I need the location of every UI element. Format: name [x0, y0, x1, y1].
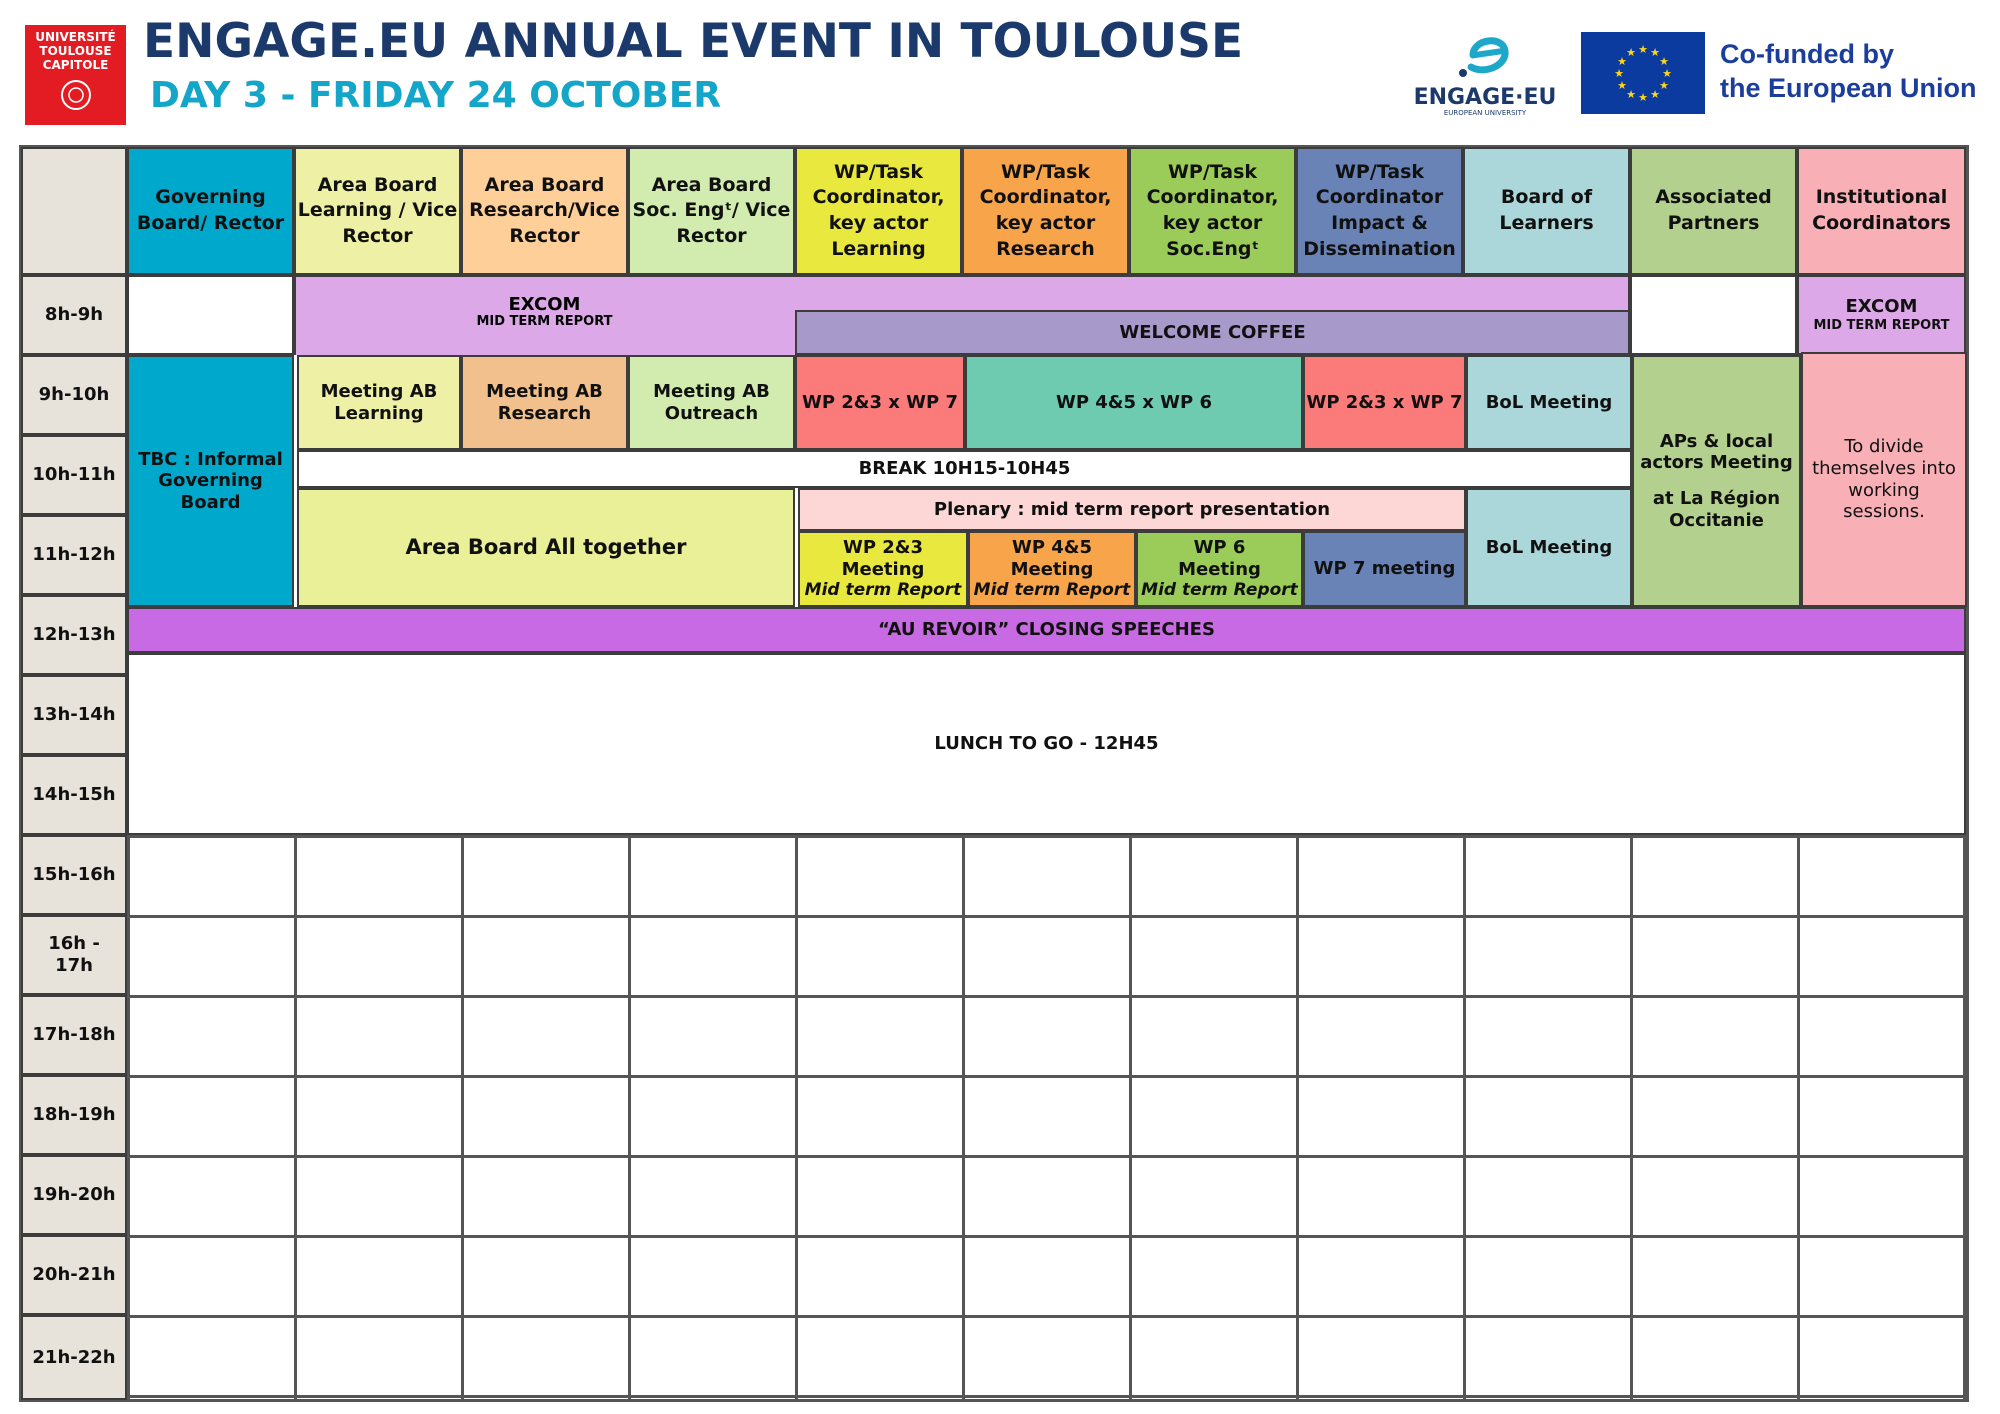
time-label: 19h-20h: [21, 1155, 127, 1235]
engage-logo-subtext: EUROPEAN UNIVERSITY: [1443, 109, 1527, 117]
svg-text:★: ★: [1617, 79, 1627, 92]
col-header-governing-board: Governing Board/ Rector: [127, 147, 294, 275]
excom-title: EXCOM: [508, 294, 581, 315]
svg-text:★: ★: [1650, 46, 1660, 59]
svg-text:★: ★: [1626, 46, 1636, 59]
svg-text:★: ★: [1662, 67, 1672, 80]
wp7-meeting: WP 7 meeting: [1303, 531, 1466, 607]
wp23-wp7-meeting-b: WP 2&3 x WP 7: [1303, 355, 1466, 450]
svg-text:★: ★: [1659, 55, 1669, 68]
logo-ut-line: UNIVERSITÉ: [35, 30, 116, 44]
closing-speeches: “AU REVOIR” CLOSING SPEECHES: [127, 607, 1966, 653]
time-label: 16h - 17h: [21, 915, 127, 995]
aps-local-actors-meeting: [1632, 355, 1801, 607]
svg-text:★: ★: [1650, 88, 1660, 101]
excom-subtitle: MID TERM REPORT: [476, 313, 613, 329]
time-label: 21h-22h: [21, 1315, 127, 1400]
aps-meeting-location: at La Région Occitanie: [1652, 488, 1781, 531]
university-toulouse-capitole-logo: [25, 25, 126, 125]
wp23-meeting-sub: Mid term Report: [804, 580, 962, 601]
wp45-meeting-title: WP 4&5 Meeting: [1010, 537, 1094, 580]
svg-text:★: ★: [1617, 55, 1627, 68]
wp23-wp7-meeting-a: WP 2&3 x WP 7: [795, 355, 965, 450]
col-header-wp-learning: WP/Task Coordinator, key actor Learning: [795, 147, 962, 275]
page-title: ENGAGE.EU ANNUAL EVENT IN TOULOUSE: [143, 14, 1244, 69]
col-header-area-board-learning: Area Board Learning / Vice Rector: [294, 147, 461, 275]
aps-meeting-title: APs & local actors Meeting: [1640, 430, 1793, 474]
welcome-coffee: WELCOME COFFEE: [795, 310, 1630, 355]
col-header-associated-partners: Associated Partners: [1630, 147, 1797, 275]
lunch-to-go: LUNCH TO GO - 12H45: [127, 653, 1966, 835]
eu-flag-icon: [1581, 32, 1705, 114]
excom-right: [1797, 275, 1966, 355]
svg-text:★: ★: [1659, 79, 1669, 92]
eu-cofunded-text: [1720, 38, 1977, 106]
col-header-institutional-coordinators: Institutional Coordinators: [1797, 147, 1966, 275]
engage-e-icon: [1445, 25, 1525, 83]
time-label: 8h-9h: [21, 275, 127, 355]
plenary-presentation: Plenary : mid term report presentation: [798, 488, 1466, 531]
time-label: 14h-15h: [21, 755, 127, 835]
meeting-ab-learning: Meeting AB Learning: [297, 355, 461, 450]
engage-logo-text: ENGAGE·EU: [1413, 85, 1557, 110]
eu-line-1: Co-funded by: [1720, 39, 1894, 69]
meeting-ab-research: Meeting AB Research: [461, 355, 628, 450]
wp45-wp6-meeting: WP 4&5 x WP 6: [965, 355, 1303, 450]
svg-text:★: ★: [1638, 43, 1648, 56]
col-header-board-of-learners: Board of Learners: [1463, 147, 1630, 275]
time-label: 15h-16h: [21, 835, 127, 915]
time-label: 18h-19h: [21, 1075, 127, 1155]
engage-eu-logo: [1410, 25, 1560, 125]
time-label: 12h-13h: [21, 595, 127, 675]
divide-working-sessions: To divide themselves into working sessions.: [1801, 352, 1967, 607]
col-header-wp-impact: WP/Task Coordinator Impact & Dissemination: [1296, 147, 1463, 275]
wp6-meeting-sub: Mid term Report: [1141, 580, 1298, 601]
col-header-area-board-soc-eng: Area Board Soc. Engᵗ/ Vice Rector: [628, 147, 795, 275]
time-label: 9h-10h: [21, 355, 127, 435]
bol-meeting-2: BoL Meeting: [1466, 488, 1632, 607]
col-header-wp-soc-eng: WP/Task Coordinator, key actor Soc.Engᵗ: [1129, 147, 1296, 275]
empty-cell: [1630, 275, 1797, 355]
excom-right-title: EXCOM: [1845, 296, 1918, 318]
svg-text:★: ★: [1638, 91, 1648, 104]
excom-label: [294, 295, 795, 329]
logo-ut-line: TOULOUSE: [39, 43, 112, 58]
tbc-governing-board: TBC : Informal Governing Board: [127, 355, 294, 607]
break: BREAK 10H15-10H45: [297, 450, 1632, 488]
page-subtitle: DAY 3 - FRIDAY 24 OCTOBER: [150, 75, 722, 116]
col-header-wp-research: WP/Task Coordinator, key actor Research: [962, 147, 1129, 275]
area-board-all-together: Area Board All together: [297, 488, 795, 607]
wp45-meeting: [968, 531, 1136, 607]
excom-right-subtitle: MID TERM REPORT: [1813, 318, 1950, 333]
seal-icon: [59, 78, 93, 112]
col-header-area-board-research: Area Board Research/Vice Rector: [461, 147, 628, 275]
time-label: 11h-12h: [21, 515, 127, 595]
wp6-meeting-title: WP 6 Meeting: [1178, 537, 1261, 580]
svg-text:★: ★: [1614, 67, 1624, 80]
meeting-ab-outreach: Meeting AB Outreach: [628, 355, 795, 450]
time-label: 17h-18h: [21, 995, 127, 1075]
wp6-meeting: [1136, 531, 1303, 607]
time-label: 10h-11h: [21, 435, 127, 515]
time-label: 13h-14h: [21, 675, 127, 755]
corner-cell: [21, 147, 127, 275]
wp23-meeting: [798, 531, 968, 607]
logo-ut-line: CAPITOLE: [42, 57, 109, 72]
wp45-meeting-sub: Mid term Report: [973, 580, 1131, 601]
eu-line-2: the European Union: [1720, 72, 1977, 103]
wp23-meeting-title: WP 2&3 Meeting: [841, 537, 925, 580]
time-label: 20h-21h: [21, 1235, 127, 1315]
svg-text:★: ★: [1626, 88, 1636, 101]
empty-cell: [127, 275, 294, 355]
bol-meeting-1: BoL Meeting: [1466, 355, 1632, 450]
empty-schedule-grid: [127, 835, 1966, 1400]
